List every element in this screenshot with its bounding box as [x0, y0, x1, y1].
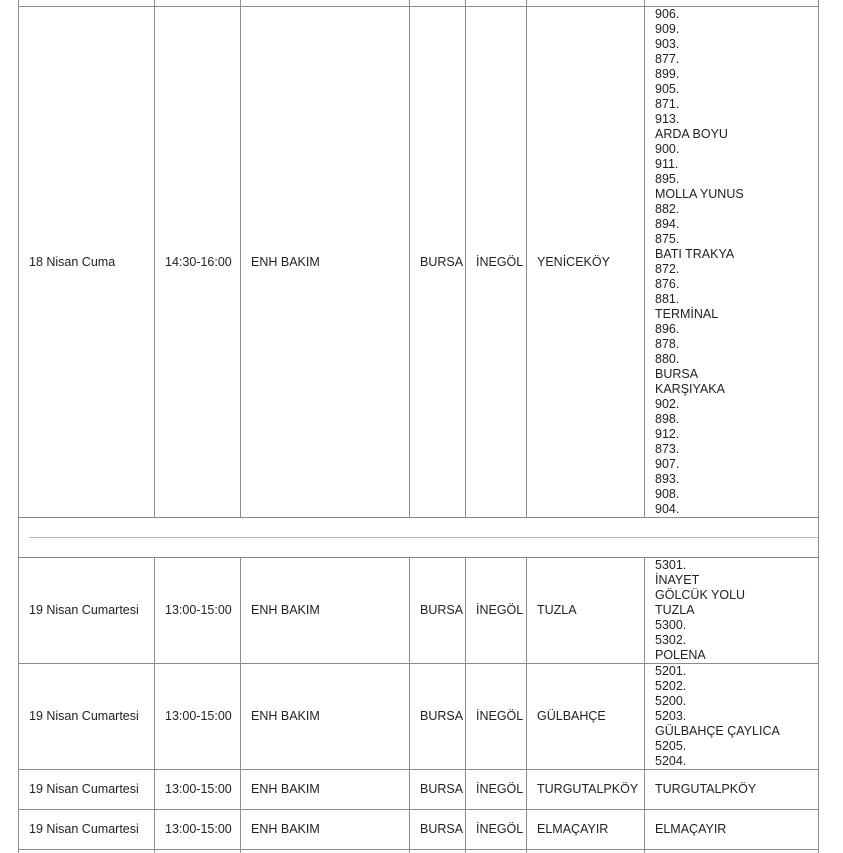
city-cell: BURSA [410, 810, 466, 850]
street-item: 878. [655, 337, 680, 351]
date-cell: 19 Nisan Cumartesi [19, 558, 155, 664]
street-item: 5300. [655, 618, 687, 632]
street-item: 882. [655, 202, 680, 216]
table-body [19, 0, 819, 853]
streets-cell [645, 7, 819, 518]
time-cell: 14:30-16:00 [155, 7, 241, 518]
street-item: 908. [655, 487, 680, 501]
street-item: 898. [655, 412, 680, 426]
street-item: TERMİNAL [655, 307, 719, 321]
street-item: 907. [655, 457, 680, 471]
street-item: 5301. [655, 558, 687, 572]
streets-cell [645, 664, 819, 770]
type-cell: ENH BAKIM [241, 664, 410, 770]
street-item: ELMAÇAYIR [655, 822, 727, 836]
street-item: BURSA [655, 367, 699, 381]
neighborhood-cell: TUZLA [527, 558, 645, 664]
street-item: 873. [655, 442, 680, 456]
type-cell: ENH BAKIM [241, 7, 410, 518]
street-item: 880. [655, 352, 680, 366]
city-cell: BURSA [410, 7, 466, 518]
street-item: 900. [655, 142, 680, 156]
street-item: 5202. [655, 679, 687, 693]
street-item: 872. [655, 262, 680, 276]
table-row-bottom-cut [19, 850, 819, 853]
street-item: GÖLCÜK YOLU [655, 588, 746, 602]
street-item: ARDA BOYU [655, 127, 728, 141]
time-cell: 13:00-15:00 [155, 664, 241, 770]
table-row [19, 7, 819, 518]
type-cell: ENH BAKIM [241, 810, 410, 850]
type-cell: ENH BAKIM [241, 558, 410, 664]
separator-cell [19, 518, 819, 558]
street-item: 911. [655, 157, 679, 171]
street-item: 906. [655, 7, 680, 21]
street-item: 894. [655, 217, 680, 231]
street-item: 895. [655, 172, 680, 186]
street-item: 903. [655, 37, 680, 51]
separator-line [29, 537, 818, 538]
city-cell: BURSA [410, 558, 466, 664]
table-row [19, 558, 819, 664]
street-item: 5302. [655, 633, 687, 647]
street-item: POLENA [655, 648, 706, 662]
table-row [19, 770, 819, 810]
neighborhood-cell: TURGUTALPKÖY [527, 770, 645, 810]
neighborhood-cell: ELMAÇAYIR [527, 810, 645, 850]
date-cell: 19 Nisan Cumartesi [19, 664, 155, 770]
type-cell: ENH BAKIM [241, 770, 410, 810]
street-item: 881. [655, 292, 680, 306]
time-cell: 13:00-15:00 [155, 558, 241, 664]
street-item: BATI TRAKYA [655, 247, 735, 261]
street-item: 904. [655, 502, 680, 516]
time-cell: 13:00-15:00 [155, 770, 241, 810]
street-item: 5205. [655, 739, 687, 753]
street-item: TURGUTALPKÖY [655, 782, 757, 796]
street-item: 912. [655, 427, 680, 441]
street-item: GÜLBAHÇE ÇAYLICA [655, 724, 780, 738]
neighborhood-cell: GÜLBAHÇE [527, 664, 645, 770]
district-cell: İNEGÖL [466, 664, 527, 770]
street-item: KARŞIYAKA [655, 382, 725, 396]
district-cell: İNEGÖL [466, 558, 527, 664]
street-item: 913. [655, 112, 680, 126]
city-cell: BURSA [410, 664, 466, 770]
street-item: 902. [655, 397, 680, 411]
district-cell: İNEGÖL [466, 810, 527, 850]
street-item: 5201. [655, 664, 687, 678]
streets-cell [645, 558, 819, 664]
street-item: 871. [655, 97, 680, 111]
street-item: 5204. [655, 754, 687, 768]
date-cell: 19 Nisan Cumartesi [19, 770, 155, 810]
time-cell: 13:00-15:00 [155, 810, 241, 850]
street-item: TUZLA [655, 603, 695, 617]
street-item: 905. [655, 82, 680, 96]
district-cell: İNEGÖL [466, 7, 527, 518]
outage-table [18, 0, 819, 853]
street-item: 877. [655, 52, 680, 66]
street-item: 893. [655, 472, 680, 486]
street-item: MOLLA YUNUS [655, 187, 744, 201]
streets-cell [645, 810, 819, 850]
street-item: 875. [655, 232, 680, 246]
table-row [19, 664, 819, 770]
street-item: 899. [655, 67, 680, 81]
table-row [19, 810, 819, 850]
street-item: 896. [655, 322, 680, 336]
street-item: 5200. [655, 694, 687, 708]
date-cell: 18 Nisan Cuma [19, 7, 155, 518]
street-item: 909. [655, 22, 680, 36]
street-item: İNAYET [655, 573, 700, 587]
city-cell: BURSA [410, 770, 466, 810]
district-cell: İNEGÖL [466, 770, 527, 810]
streets-cell [645, 770, 819, 810]
neighborhood-cell: YENİCEKÖY [527, 7, 645, 518]
date-cell: 19 Nisan Cumartesi [19, 810, 155, 850]
street-item: 5203. [655, 709, 687, 723]
separator-row [19, 518, 819, 558]
street-item: 876. [655, 277, 680, 291]
